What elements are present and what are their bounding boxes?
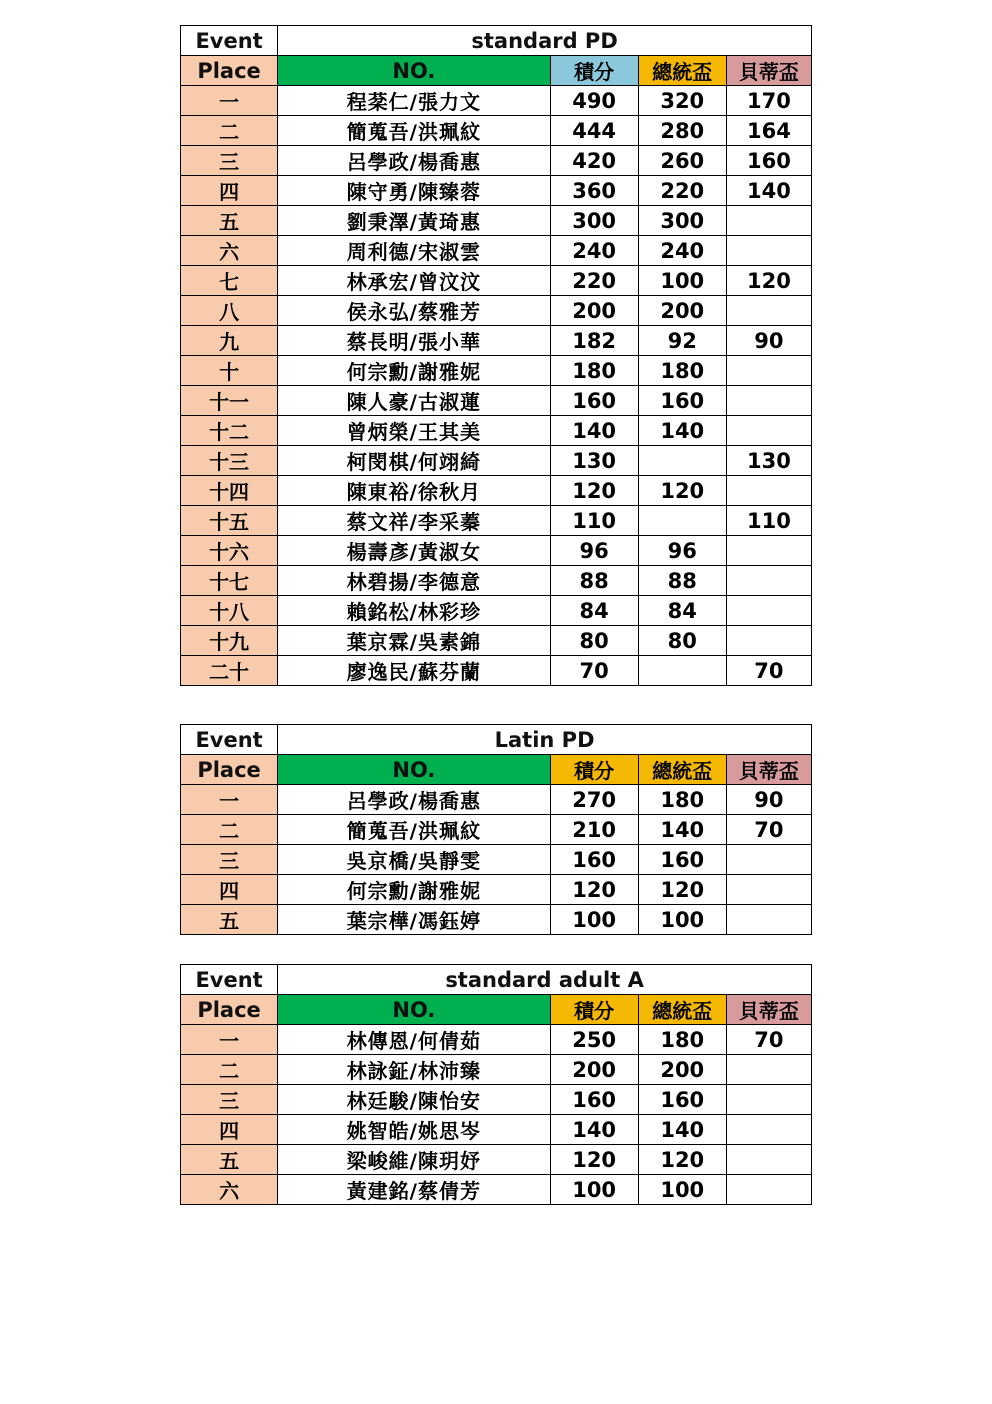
place-cell: 四 <box>181 1115 278 1145</box>
points-cell: 96 <box>550 536 638 566</box>
points-cell: 88 <box>550 566 638 596</box>
beidi-cup-cell <box>726 296 811 326</box>
beidi-cup-cell <box>726 566 811 596</box>
place-cell: 十 <box>181 356 278 386</box>
points-cell: 70 <box>550 656 638 686</box>
couple-names-cell: 簡蒐吾/洪珮紋 <box>278 815 550 845</box>
president-cup-cell: 80 <box>638 626 726 656</box>
event-row <box>181 965 812 995</box>
points-cell: 200 <box>550 296 638 326</box>
place-cell: 十七 <box>181 566 278 596</box>
beidi-cup-cell <box>726 356 811 386</box>
beidi-cup-cell <box>726 236 811 266</box>
place-cell: 四 <box>181 176 278 206</box>
place-cell: 十二 <box>181 416 278 446</box>
table-row <box>181 86 812 116</box>
place-cell: 十六 <box>181 536 278 566</box>
couple-names-cell: 曾炳榮/王其美 <box>278 416 550 446</box>
points-cell: 360 <box>550 176 638 206</box>
place-cell: 二 <box>181 1055 278 1085</box>
president-cup-cell: 200 <box>638 1055 726 1085</box>
couple-names-cell: 陳守勇/陳臻蓉 <box>278 176 550 206</box>
couple-names-cell: 葉京霖/吳素錦 <box>278 626 550 656</box>
beidi-cup-cell <box>726 386 811 416</box>
president-cup-header: 總統盃 <box>638 755 726 785</box>
couple-names-cell: 林廷駿/陳怡安 <box>278 1085 550 1115</box>
table-row <box>181 785 812 815</box>
column-header-row <box>181 755 812 785</box>
beidi-cup-cell: 170 <box>726 86 811 116</box>
event-name: Latin PD <box>278 725 812 755</box>
points-cell: 210 <box>550 815 638 845</box>
table-row <box>181 146 812 176</box>
president-cup-cell: 180 <box>638 1025 726 1055</box>
table-row <box>181 296 812 326</box>
points-cell: 160 <box>550 1085 638 1115</box>
beidi-cup-cell <box>726 1145 811 1175</box>
place-cell: 十九 <box>181 626 278 656</box>
place-cell: 五 <box>181 1145 278 1175</box>
table-row <box>181 905 812 935</box>
president-cup-cell: 160 <box>638 1085 726 1115</box>
points-cell: 490 <box>550 86 638 116</box>
points-header: 積分 <box>550 995 638 1025</box>
standard-adult-a-table <box>180 964 812 1205</box>
couple-names-cell: 呂學政/楊喬惠 <box>278 785 550 815</box>
latin-pd-table <box>180 724 812 935</box>
president-cup-cell: 180 <box>638 356 726 386</box>
couple-names-cell: 蔡文祥/李采蓁 <box>278 506 550 536</box>
points-cell: 270 <box>550 785 638 815</box>
couple-names-cell: 周利德/宋淑雲 <box>278 236 550 266</box>
beidi-cup-cell <box>726 905 811 935</box>
table-row <box>181 116 812 146</box>
event-label: Event <box>181 725 278 755</box>
couple-names-cell: 劉秉澤/黃琦惠 <box>278 206 550 236</box>
beidi-cup-cell: 90 <box>726 326 811 356</box>
event-label: Event <box>181 26 278 56</box>
points-cell: 300 <box>550 206 638 236</box>
president-cup-cell: 280 <box>638 116 726 146</box>
president-cup-header: 總統盃 <box>638 995 726 1025</box>
table-row <box>181 536 812 566</box>
president-cup-cell: 160 <box>638 845 726 875</box>
beidi-cup-cell <box>726 206 811 236</box>
table-row <box>181 1085 812 1115</box>
points-cell: 140 <box>550 416 638 446</box>
couple-names-cell: 陳東裕/徐秋月 <box>278 476 550 506</box>
table-row <box>181 416 812 446</box>
standard-pd-table <box>180 25 812 686</box>
president-cup-cell: 180 <box>638 785 726 815</box>
points-cell: 140 <box>550 1115 638 1145</box>
place-cell: 十三 <box>181 446 278 476</box>
table-row <box>181 656 812 686</box>
no-header: NO. <box>278 995 550 1025</box>
president-cup-cell: 320 <box>638 86 726 116</box>
points-cell: 120 <box>550 1145 638 1175</box>
place-cell: 三 <box>181 146 278 176</box>
points-cell: 84 <box>550 596 638 626</box>
president-cup-cell: 100 <box>638 266 726 296</box>
couple-names-cell: 何宗勳/謝雅妮 <box>278 356 550 386</box>
beidi-cup-cell <box>726 1175 811 1205</box>
couple-names-cell: 林承宏/曾汶汶 <box>278 266 550 296</box>
points-cell: 220 <box>550 266 638 296</box>
couple-names-cell: 楊壽彥/黃淑女 <box>278 536 550 566</box>
points-cell: 120 <box>550 476 638 506</box>
event-name: standard PD <box>278 26 812 56</box>
couple-names-cell: 林碧揚/李德意 <box>278 566 550 596</box>
couple-names-cell: 葉宗樺/馮鈺婷 <box>278 905 550 935</box>
points-cell: 200 <box>550 1055 638 1085</box>
president-cup-cell: 84 <box>638 596 726 626</box>
couple-names-cell: 侯永弘/蔡雅芳 <box>278 296 550 326</box>
place-cell: 二 <box>181 116 278 146</box>
couple-names-cell: 林詠鉦/林沛臻 <box>278 1055 550 1085</box>
table-row <box>181 596 812 626</box>
couple-names-cell: 姚智皓/姚思岑 <box>278 1115 550 1145</box>
president-cup-cell: 220 <box>638 176 726 206</box>
beidi-cup-cell <box>726 1085 811 1115</box>
president-cup-cell: 240 <box>638 236 726 266</box>
points-header: 積分 <box>550 56 638 86</box>
beidi-cup-cell <box>726 416 811 446</box>
president-cup-cell: 120 <box>638 476 726 506</box>
points-cell: 240 <box>550 236 638 266</box>
couple-names-cell: 廖逸民/蘇芬蘭 <box>278 656 550 686</box>
president-cup-cell: 92 <box>638 326 726 356</box>
president-cup-cell <box>638 506 726 536</box>
president-cup-cell: 160 <box>638 386 726 416</box>
table-row <box>181 845 812 875</box>
couple-names-cell: 陳人豪/古淑蓮 <box>278 386 550 416</box>
table-row <box>181 266 812 296</box>
points-cell: 80 <box>550 626 638 656</box>
president-cup-cell <box>638 656 726 686</box>
place-cell: 四 <box>181 875 278 905</box>
place-cell: 三 <box>181 1085 278 1115</box>
no-header: NO. <box>278 56 550 86</box>
place-cell: 八 <box>181 296 278 326</box>
couple-names-cell: 呂學政/楊喬惠 <box>278 146 550 176</box>
table-row <box>181 626 812 656</box>
points-cell: 160 <box>550 845 638 875</box>
couple-names-cell: 梁峻維/陳玥妤 <box>278 1145 550 1175</box>
president-cup-cell: 140 <box>638 416 726 446</box>
table-row <box>181 476 812 506</box>
beidi-cup-cell: 90 <box>726 785 811 815</box>
place-cell: 九 <box>181 326 278 356</box>
place-cell: 三 <box>181 845 278 875</box>
place-cell: 十五 <box>181 506 278 536</box>
place-cell: 五 <box>181 905 278 935</box>
president-cup-cell: 120 <box>638 875 726 905</box>
place-header: Place <box>181 56 278 86</box>
beidi-cup-cell: 70 <box>726 1025 811 1055</box>
event-row <box>181 725 812 755</box>
beidi-cup-cell <box>726 1115 811 1145</box>
president-cup-cell: 200 <box>638 296 726 326</box>
table-row <box>181 1025 812 1055</box>
president-cup-cell: 140 <box>638 1115 726 1145</box>
couple-names-cell: 蔡長明/張小華 <box>278 326 550 356</box>
column-header-row <box>181 56 812 86</box>
president-cup-header: 總統盃 <box>638 56 726 86</box>
couple-names-cell: 吳京橋/吳靜雯 <box>278 845 550 875</box>
beidi-cup-header: 貝蒂盃 <box>726 755 811 785</box>
place-cell: 二十 <box>181 656 278 686</box>
table-row <box>181 815 812 845</box>
beidi-cup-cell: 110 <box>726 506 811 536</box>
beidi-cup-cell: 140 <box>726 176 811 206</box>
table-row <box>181 176 812 206</box>
points-cell: 250 <box>550 1025 638 1055</box>
points-cell: 160 <box>550 386 638 416</box>
event-label: Event <box>181 965 278 995</box>
president-cup-cell: 120 <box>638 1145 726 1175</box>
table-row <box>181 1175 812 1205</box>
points-cell: 182 <box>550 326 638 356</box>
points-cell: 100 <box>550 905 638 935</box>
couple-names-cell: 林傳恩/何倩茹 <box>278 1025 550 1055</box>
points-cell: 420 <box>550 146 638 176</box>
table-row <box>181 875 812 905</box>
beidi-cup-cell <box>726 476 811 506</box>
place-cell: 六 <box>181 1175 278 1205</box>
president-cup-cell: 88 <box>638 566 726 596</box>
place-cell: 六 <box>181 236 278 266</box>
table-row <box>181 566 812 596</box>
points-cell: 180 <box>550 356 638 386</box>
couple-names-cell: 黃建銘/蔡倩芳 <box>278 1175 550 1205</box>
place-cell: 七 <box>181 266 278 296</box>
place-cell: 十一 <box>181 386 278 416</box>
couple-names-cell: 簡蒐吾/洪珮紋 <box>278 116 550 146</box>
table-row <box>181 236 812 266</box>
place-cell: 一 <box>181 785 278 815</box>
points-cell: 100 <box>550 1175 638 1205</box>
place-cell: 一 <box>181 86 278 116</box>
beidi-cup-cell <box>726 596 811 626</box>
place-header: Place <box>181 755 278 785</box>
column-header-row <box>181 995 812 1025</box>
beidi-cup-cell: 70 <box>726 656 811 686</box>
president-cup-cell: 100 <box>638 905 726 935</box>
place-cell: 十四 <box>181 476 278 506</box>
place-cell: 二 <box>181 815 278 845</box>
no-header: NO. <box>278 755 550 785</box>
table-row <box>181 1115 812 1145</box>
president-cup-cell: 300 <box>638 206 726 236</box>
place-cell: 一 <box>181 1025 278 1055</box>
table-row <box>181 506 812 536</box>
president-cup-cell: 140 <box>638 815 726 845</box>
beidi-cup-cell <box>726 536 811 566</box>
couple-names-cell: 柯閔棋/何翊綺 <box>278 446 550 476</box>
points-header: 積分 <box>550 755 638 785</box>
beidi-cup-cell <box>726 1055 811 1085</box>
president-cup-cell: 100 <box>638 1175 726 1205</box>
table-row <box>181 356 812 386</box>
place-cell: 五 <box>181 206 278 236</box>
points-cell: 444 <box>550 116 638 146</box>
table-row <box>181 386 812 416</box>
points-cell: 130 <box>550 446 638 476</box>
couple-names-cell: 賴銘松/林彩珍 <box>278 596 550 626</box>
place-header: Place <box>181 995 278 1025</box>
beidi-cup-cell: 120 <box>726 266 811 296</box>
table-row <box>181 1055 812 1085</box>
points-cell: 120 <box>550 875 638 905</box>
place-cell: 十八 <box>181 596 278 626</box>
beidi-cup-header: 貝蒂盃 <box>726 56 811 86</box>
points-cell: 110 <box>550 506 638 536</box>
table-row <box>181 446 812 476</box>
beidi-cup-header: 貝蒂盃 <box>726 995 811 1025</box>
table-row <box>181 206 812 236</box>
beidi-cup-cell: 130 <box>726 446 811 476</box>
president-cup-cell <box>638 446 726 476</box>
beidi-cup-cell <box>726 845 811 875</box>
event-row <box>181 26 812 56</box>
beidi-cup-cell <box>726 626 811 656</box>
couple-names-cell: 何宗勳/謝雅妮 <box>278 875 550 905</box>
table-row <box>181 1145 812 1175</box>
president-cup-cell: 96 <box>638 536 726 566</box>
event-name: standard adult A <box>278 965 812 995</box>
president-cup-cell: 260 <box>638 146 726 176</box>
table-row <box>181 326 812 356</box>
couple-names-cell: 程棻仁/張力文 <box>278 86 550 116</box>
beidi-cup-cell: 160 <box>726 146 811 176</box>
beidi-cup-cell: 164 <box>726 116 811 146</box>
beidi-cup-cell: 70 <box>726 815 811 845</box>
beidi-cup-cell <box>726 875 811 905</box>
